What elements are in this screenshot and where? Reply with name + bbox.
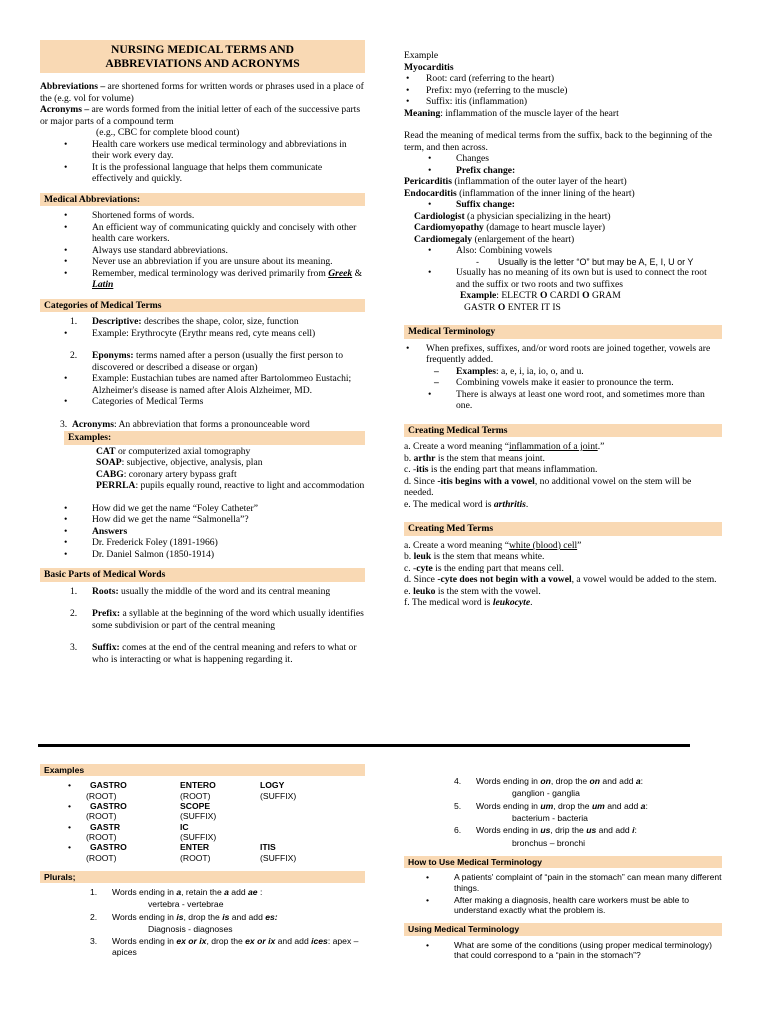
list-item: PERRLA: pupils equally round, reactive to light and accommodation [96, 480, 365, 492]
list-item: • Categories of Medical Terms [40, 396, 365, 408]
list-item: e. leuko is the stem with the vowel. [404, 585, 541, 597]
list-item: • Shortened forms of words. [40, 210, 365, 222]
list-item: • Dr. Frederick Foley (1891-1966) [40, 537, 365, 549]
table-cell: SCOPE [180, 800, 211, 811]
table-cell: LOGY [260, 780, 285, 791]
section-heading-basic-parts: Basic Parts of Medical Words [40, 568, 365, 582]
left-column [40, 40, 365, 665]
list-item: • Answers [40, 526, 365, 538]
page-divider [38, 744, 690, 747]
title-line-2: ABBREVIATIONS AND ACRONYMS [105, 56, 300, 70]
list-item: d. Since -cyte does not begin with a vowel, a vowel would be added to the stem. [404, 574, 717, 586]
section-heading-creating-medical-terms: Creating Medical Terms [404, 424, 722, 438]
list-item: d. Since -itis begins with a vowel, no additional vowel on the stem will be needed. [404, 475, 692, 499]
table-cell: GASTRO [90, 800, 127, 811]
table-row [40, 832, 365, 842]
right-column [404, 50, 722, 609]
read-instructions: Read the meaning of medical terms from the suffix, back to the beginning of the term, and then across. [404, 130, 713, 153]
list-item: • Example: Erythrocyte (Erythr means red, cyte means cell) [40, 328, 365, 340]
list-item: • A patients' complaint of “pain in the stomach” can mean many different things. [404, 872, 722, 893]
cardiomyopathy-line: Cardiomyopathy (damage to heart muscle layer) [414, 222, 606, 233]
list-item: CABG: coronary artery bypass graft [96, 468, 237, 480]
table-cell: (ROOT) [180, 852, 211, 863]
list-item: 2. Prefix: a syllable at the beginning of the word which usually identifies some subdivision or part of the central meaning [70, 608, 364, 631]
list-item: • Suffix change: [404, 199, 722, 211]
list-item: • An efficient way of communicating quickly and concisely with other health care workers. [40, 222, 365, 245]
list-item: e. The medical word is arthritis. [404, 498, 529, 510]
cardiologist-line: Cardiologist (a physician specializing in the heart) [414, 210, 611, 222]
pericarditis-line: Pericarditis (inflammation of the outer layer of the heart) [404, 176, 627, 187]
list-item: 3. Suffix: comes at the end of the central meaning and refers to what or who is interacting or what is happening regarding it. [70, 642, 357, 665]
table-cell: (ROOT) [86, 831, 117, 842]
table-row [40, 791, 365, 801]
list-item: • There is always at least one word root, and sometimes more than one. [404, 389, 722, 412]
plural-example: bacterium - bacteria [512, 812, 588, 823]
table-row [40, 811, 365, 821]
plural-example: Diagnosis - diagnoses [148, 924, 233, 935]
table-cell: (ROOT) [86, 811, 117, 822]
example-label: Example [404, 50, 439, 61]
table-row [40, 780, 365, 790]
table-cell: (SUFFIX) [260, 852, 297, 863]
table-row [40, 822, 365, 832]
list-item: • Dr. Daniel Salmon (1850-1914) [40, 549, 365, 561]
acronym-example: (e.g., CBC for complete blood count) [96, 127, 240, 139]
bullet-icon: • [68, 821, 72, 832]
table-cell [260, 822, 340, 832]
list-item: • How did we get the name “Salmonella”? [40, 514, 365, 526]
list-item: 4. Words ending in on, drop the on and add a: [454, 776, 644, 786]
list-item: 5. Words ending in um, drop the um and add a: [454, 800, 648, 811]
example-gastroenteritis: GASTR O ENTER IT IS [464, 301, 561, 313]
table-cell: (SUFFIX) [180, 811, 217, 822]
table-cell [260, 801, 340, 811]
table-cell: IC [180, 821, 189, 832]
table-row [40, 801, 365, 811]
list-item: 1. Words ending in a, retain the a add ae : [90, 887, 263, 898]
plural-example: ganglion - ganglia [512, 788, 580, 799]
category-descriptive: 1. Descriptive: describes the shape, color, size, function [70, 316, 299, 328]
table-cell: GASTRO [90, 780, 127, 791]
list-item: 6. Words ending in us, drip the us and add i: [454, 825, 637, 836]
table-cell: (SUFFIX) [180, 831, 217, 842]
lower-left-column [40, 764, 365, 959]
table-cell: ENTERO [180, 780, 216, 791]
list-item: - Usually is the letter “O” but may be A, E, I, U or Y [476, 256, 694, 267]
section-heading-using: Using Medical Terminology [404, 923, 722, 935]
myocarditis-label: Myocarditis [404, 61, 454, 73]
table-cell: (ROOT) [86, 852, 117, 863]
list-item: • Usually has no meaning of its own but is used to connect the root and the suffix or two roots and two suffixes [404, 267, 722, 290]
bullet-icon: • [68, 780, 72, 791]
list-item: 2. Words ending in is, drop the is and add es: [90, 911, 278, 922]
table-row [40, 842, 365, 852]
list-item: 3. Words ending in ex or ix, drop the ex or ix and add ices: apex – apices [90, 936, 359, 957]
category-eponyms: 2. Eponyms: terms named after a person (usually the first person to discovered or described a disease or organ) [70, 350, 343, 373]
bullet-icon: • [68, 842, 72, 853]
meaning-line: Meaning: inflammation of the muscle layer of the heart [404, 107, 619, 119]
plural-example: bronchus – bronchi [512, 837, 586, 848]
plurals-list-continued [404, 776, 722, 848]
table-cell: GASTRO [90, 842, 127, 853]
table-cell: (ROOT) [86, 790, 117, 801]
list-item: • What are some of the conditions (using proper medical terminology) that could correspond to a “pain in the stomach”? [404, 940, 722, 961]
list-item: c. -cyte is the ending part that means cell. [404, 562, 564, 574]
section-heading-medical-abbreviations: Medical Abbreviations: [40, 193, 365, 207]
table-cell: (SUFFIX) [260, 790, 297, 801]
list-item: • After making a diagnosis, health care workers must be able to understand exactly what the problem is. [404, 895, 722, 916]
acronyms-definition: Acronyms – are words formed from the initial letter of each of the successive parts or major parts of a compound term [40, 104, 361, 127]
list-item: f. The medical word is leukocyte. [404, 597, 533, 609]
page-title [40, 40, 365, 73]
section-heading-creating-med-terms: Creating Med Terms [404, 522, 722, 536]
cardiomegaly-line: Cardiomegaly (enlargement of the heart) [414, 233, 575, 245]
category-acronyms: 3. Acronyms: An abbreviation that forms a pronounceable word [60, 418, 310, 430]
list-item: CAT or computerized axial tomography [96, 445, 251, 457]
list-item: • Remember, medical terminology was derived primarily from Greek & Latin [40, 268, 365, 291]
list-item: • Prefix change: [404, 165, 722, 177]
table-cell: (ROOT) [180, 790, 211, 801]
list-item: • Suffix: itis (inflammation) [404, 96, 722, 108]
abbreviations-definition: Abbreviations – are shortened forms for written words or phrases used in a place of the (e.g. vol for volume) [40, 81, 364, 104]
section-heading-medical-terminology: Medical Terminology [404, 325, 722, 339]
title-line-1: NURSING MEDICAL TERMS AND [110, 43, 295, 56]
list-item: – Examples: a, e, i, ia, io, o, and u. [404, 366, 722, 378]
list-item: c. -itis is the ending part that means inflammation. [404, 464, 598, 476]
list-item: 1. Roots: usually the middle of the word and its central meaning [70, 585, 331, 597]
examples-subheading: Examples: [64, 431, 365, 445]
list-item: b. arthr is the stem that means joint. [404, 452, 545, 464]
lower-right-column [404, 776, 722, 962]
endocarditis-line: Endocarditis (inflammation of the inner lining of the heart) [404, 187, 635, 199]
examples-table [40, 780, 365, 863]
table-cell [260, 811, 340, 821]
list-item: • Changes [404, 153, 722, 165]
table-cell: ITIS [260, 842, 276, 853]
table-row [40, 853, 365, 863]
intro-bullet: • Health care workers use medical terminology and abbreviations in their work every day. [40, 139, 365, 162]
section-heading-how-to-use: How to Use Medical Terminology [404, 856, 722, 868]
list-item: • Never use an abbreviation if you are unsure about its meaning. [40, 256, 365, 268]
list-item: • Prefix: myo (referring to the muscle) [404, 85, 722, 97]
plurals-list [40, 887, 365, 957]
table-cell: ENTER [180, 842, 210, 853]
plural-example: vertebra - vertebrae [148, 899, 224, 910]
list-item: SOAP: subjective, objective, analysis, plan [96, 457, 263, 469]
list-item: • Example: Eustachian tubes are named after Bartolommeo Eustachi; Alzheimer's disease is named after Alois Alzheimer, MD. [40, 373, 365, 396]
section-heading-categories: Categories of Medical Terms [40, 299, 365, 313]
list-item: • When prefixes, suffixes, and/or word roots are joined together, vowels are frequently added. [404, 343, 722, 366]
section-heading-plurals: Plurals; [40, 871, 365, 883]
list-item: • Always use standard abbreviations. [40, 245, 365, 257]
list-item: b. leuk is the stem that means white. [404, 551, 545, 563]
list-item: • Root: card (referring to the heart) [404, 73, 722, 85]
table-cell [260, 832, 340, 842]
list-item: – Combining vowels make it easier to pronounce the term. [404, 377, 722, 389]
bullet-icon: • [68, 800, 72, 811]
example-electrocardiogram: Example: ELECTR O CARDI O GRAM [460, 290, 621, 302]
table-cell: GASTR [90, 821, 121, 832]
section-heading-examples: Examples [40, 764, 365, 776]
intro-bullet: • It is the professional language that helps them communicate effectively and quickly. [40, 162, 365, 185]
list-item: a. Create a word meaning “inflammation of a joint.” [404, 441, 605, 453]
list-item: • How did we get the name “Foley Catheter” [40, 503, 365, 515]
list-item: • Also: Combining vowels [404, 245, 722, 257]
list-item: a. Create a word meaning “white (blood) cell” [404, 539, 582, 551]
